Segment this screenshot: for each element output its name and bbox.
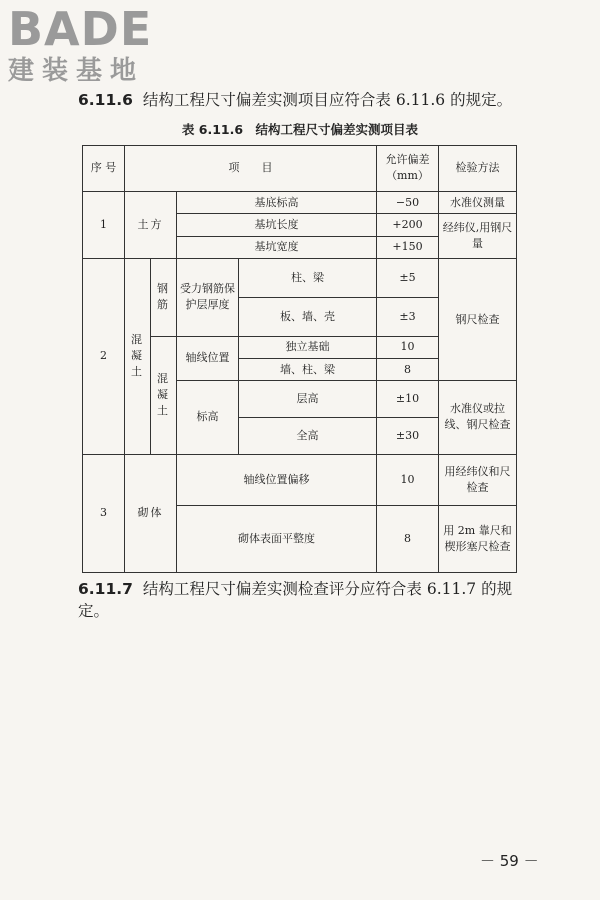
cell-tolerance: 10 <box>377 336 439 358</box>
axis-label: 轴线位置 <box>177 336 239 381</box>
cell-tolerance: ±3 <box>377 297 439 336</box>
cell-item: 基坑长度 <box>177 214 377 236</box>
cell-tolerance: −50 <box>377 191 439 213</box>
cell-tolerance: +150 <box>377 236 439 258</box>
cell-item: 基底标高 <box>177 191 377 213</box>
cell-tolerance: +200 <box>377 214 439 236</box>
cell-tolerance: ±30 <box>377 417 439 454</box>
group-2-category: 混凝土 <box>125 259 151 455</box>
logo <box>8 4 152 86</box>
clause-number: 6.11.7 <box>78 580 133 598</box>
header-method: 检验方法 <box>439 146 517 192</box>
cell-item: 柱、梁 <box>239 259 377 298</box>
cell-item: 砌体表面平整度 <box>177 505 377 572</box>
clause-6-11-6 <box>78 89 518 111</box>
cell-method: 水准仪测量 <box>439 191 517 213</box>
table-row <box>83 191 517 213</box>
cell-item: 独立基础 <box>239 336 377 358</box>
clause-text: 结构工程尺寸偏差实测项目应符合表 6.11.6 的规定。 <box>142 91 513 109</box>
cell-method: 钢尺检查 <box>439 259 517 381</box>
header-tolerance: 允许偏差（mm） <box>377 146 439 192</box>
logo-subtitle: 建装基地 <box>8 56 145 86</box>
cell-tolerance: 10 <box>377 454 439 505</box>
clause-6-11-7 <box>78 578 518 622</box>
table-row <box>83 454 517 505</box>
rebar-label: 钢筋 <box>151 259 177 336</box>
cell-item: 层高 <box>239 381 377 418</box>
group-3-no: 3 <box>83 454 125 572</box>
cell-item: 墙、柱、梁 <box>239 358 377 380</box>
group-3-category: 砌体 <box>125 454 177 572</box>
cell-method: 用 2m 靠尺和楔形塞尺检查 <box>439 505 517 572</box>
cover-label: 受力钢筋保护层厚度 <box>177 259 239 336</box>
group-2-no: 2 <box>83 259 125 455</box>
cell-tolerance: 8 <box>377 505 439 572</box>
header-seq: 序 号 <box>83 146 125 192</box>
group-1-no: 1 <box>83 191 125 258</box>
clause-number: 6.11.6 <box>78 91 133 109</box>
cell-method: 经纬仪,用钢尺量 <box>439 214 517 259</box>
elevation-label: 标高 <box>177 381 239 454</box>
cell-item: 轴线位置偏移 <box>177 454 377 505</box>
deviation-table <box>82 145 517 573</box>
group-1-category: 土方 <box>125 191 177 258</box>
cell-tolerance: ±5 <box>377 259 439 298</box>
table-header-row <box>83 146 517 192</box>
clause-text: 结构工程尺寸偏差实测检查评分应符合表 6.11.7 的规定。 <box>78 580 513 620</box>
cell-item: 板、墙、壳 <box>239 297 377 336</box>
cell-tolerance: ±10 <box>377 381 439 418</box>
table-row <box>83 259 517 298</box>
cell-method: 用经纬仪和尺检查 <box>439 454 517 505</box>
logo-brand: BADE <box>8 2 153 56</box>
cell-item: 基坑宽度 <box>177 236 377 258</box>
header-item: 项 目 <box>125 146 377 192</box>
concrete-label: 混凝土 <box>151 336 177 454</box>
page-number: － 59 － <box>480 852 539 870</box>
cell-method: 水准仪或拉线、钢尺检查 <box>439 381 517 454</box>
table-title: 表 6.11.6 结构工程尺寸偏差实测项目表 <box>181 122 419 137</box>
cell-tolerance: 8 <box>377 358 439 380</box>
cell-item: 全高 <box>239 417 377 454</box>
